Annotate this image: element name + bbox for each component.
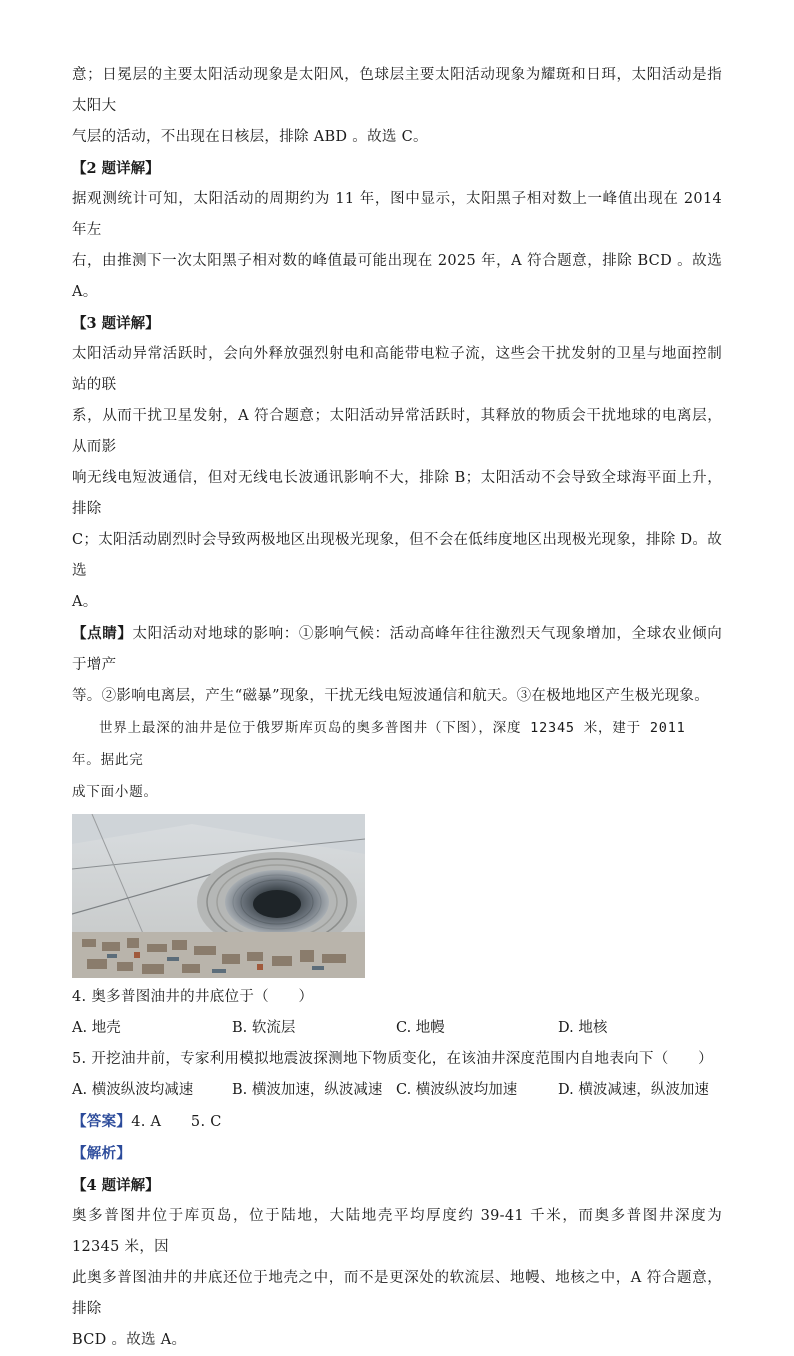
answer-text: 4. A 5. C xyxy=(131,1114,222,1130)
q2-detail-line: 据观测统计可知，太阳活动的周期约为 11 年，图中显示，太阳黑子相对数上一峰值出现在 2014 年左 xyxy=(72,191,722,238)
q4-option-a: A. 地壳 xyxy=(72,1020,121,1036)
q3-detail-line: A。 xyxy=(72,594,98,610)
tip-label: 【点睛】 xyxy=(72,625,133,642)
q4-option-b: B. 软流层 xyxy=(232,1020,296,1036)
material-intro-line: 世界上最深的油井是位于俄罗斯库页岛的奥多普图井（下图），深度 12345 米，建于 2011 年。据此完 xyxy=(72,720,686,768)
q3-heading: 【3 题详解】 xyxy=(72,315,160,332)
q5-option-b: B. 横波加速，纵波减速 xyxy=(232,1082,383,1098)
q4-detail-line: 此奥多普图油井的井底还位于地壳之中，而不是更深处的软流层、地幔、地核之中，A 符合题意，排除 xyxy=(72,1270,722,1317)
document-page xyxy=(72,60,722,1356)
q2-heading: 【2 题详解】 xyxy=(72,160,160,177)
prev-answer-line: 意；日冕层的主要太阳活动现象是太阳风，色球层主要太阳活动现象为耀斑和日珥，太阳活动是指太阳大 xyxy=(72,67,722,114)
q5-stem: 5. 开挖油井前，专家利用模拟地震波探测地下物质变化，在该油井深度范围内自地表向下（ ） xyxy=(72,1051,713,1067)
q3-detail-line: 响无线电短波通信，但对无线电长波通讯影响不大，排除 B；太阳活动不会导致全球海平面上升，排除 xyxy=(72,470,722,517)
analysis-label: 【解析】 xyxy=(72,1145,132,1162)
q4-detail-line: 奥多普图井位于库页岛，位于陆地，大陆地壳平均厚度约 39-41 千米，而奥多普图井深度为 12345 米，因 xyxy=(72,1208,722,1255)
oil-well-aerial-photo xyxy=(72,814,365,978)
q4-option-c: C. 地幔 xyxy=(396,1020,445,1036)
material-intro-line: 成下面小题。 xyxy=(72,784,158,800)
answer-label: 【答案】 xyxy=(72,1113,132,1130)
answer-line xyxy=(72,1106,722,1138)
q4-detail-line: BCD 。故选 A。 xyxy=(72,1332,187,1348)
tip-text: 太阳活动对地球的影响：①影响气候：活动高峰年往往激烈天气现象增加，全球农业倾向于增产 xyxy=(72,626,722,673)
q5-options xyxy=(72,1075,722,1106)
q3-detail-line: 系，从而干扰卫星发射，A 符合题意；太阳活动异常活跃时，其释放的物质会干扰地球的电离层，从而影 xyxy=(72,408,722,455)
tip-line xyxy=(72,618,722,681)
analysis-line xyxy=(72,1138,722,1170)
q3-detail-line: 太阳活动异常活跃时，会向外释放强烈射电和高能带电粒子流，这些会干扰发射的卫星与地面控制站的联 xyxy=(72,346,722,393)
q4-detail-heading: 【4 题详解】 xyxy=(72,1177,160,1194)
q4-option-d: D. 地核 xyxy=(558,1020,608,1036)
q2-detail-line: 右，由推测下一次太阳黑子相对数的峰值最可能出现在 2025 年，A 符合题意，排除 BCD 。故选 A。 xyxy=(72,253,722,300)
q5-option-c: C. 横波纵波均加速 xyxy=(396,1082,518,1098)
q5-option-d: D. 横波减速，纵波加速 xyxy=(558,1082,709,1098)
q4-stem: 4. 奥多普图油井的井底位于（ ） xyxy=(72,989,314,1005)
tip-line: 等。②影响电离层，产生“磁暴”现象，干扰无线电短波通信和航天。③在极地地区产生极光现象。 xyxy=(72,688,710,704)
q5-option-a: A. 横波纵波均减速 xyxy=(72,1082,194,1098)
q3-detail-line: C；太阳活动剧烈时会导致两极地区出现极光现象，但不会在低纬度地区出现极光现象，排除 D。故选 xyxy=(72,532,722,579)
q4-options xyxy=(72,1013,722,1044)
prev-answer-line: 气层的活动，不出现在日核层，排除 ABD 。故选 C。 xyxy=(72,129,428,145)
